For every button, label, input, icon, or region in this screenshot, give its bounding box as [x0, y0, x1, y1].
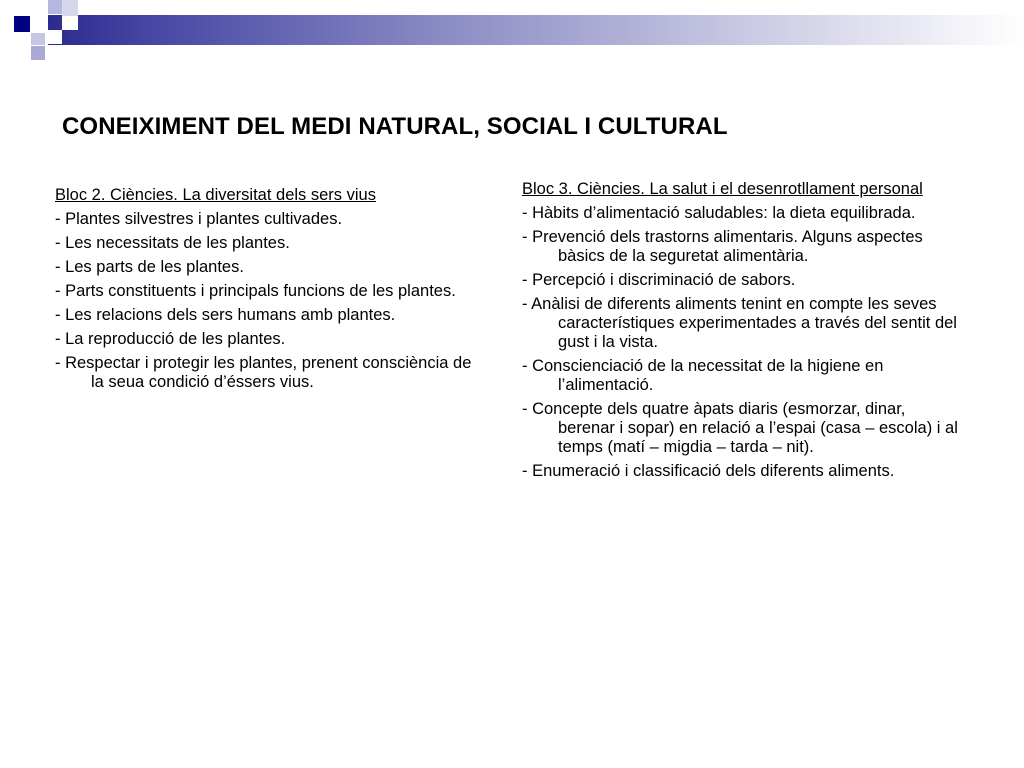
decorative-square — [48, 30, 62, 44]
decorative-square — [31, 33, 45, 45]
list-item: - Respectar i protegir les plantes, prenent consciència de la seua condició d’éssers vius. — [55, 354, 472, 391]
left-column — [55, 186, 475, 397]
list-item: - Hàbits d’alimentació saludables: la dieta equilibrada. — [522, 204, 916, 222]
decorative-square — [62, 16, 78, 30]
list-item: - Prevenció dels trastorns alimentaris. Alguns aspectes bàsics de la seguretat alimentària. — [522, 228, 923, 265]
list-item: - Plantes silvestres i plantes cultivades. — [55, 210, 343, 228]
list-item: - Percepció i discriminació de sabors. — [522, 271, 796, 289]
list-item: - Les parts de les plantes. — [55, 258, 244, 276]
decorative-square — [48, 0, 62, 14]
left-column-heading: Bloc 2. Ciències. La diversitat dels sers vius — [55, 186, 376, 204]
list-item: - Les necessitats de les plantes. — [55, 234, 290, 252]
list-item: - Concepte dels quatre àpats diaris (esmorzar, dinar, berenar i sopar) en relació a l’espai (casa – escola) i al temps (matí – migdia – tarda – nit). — [522, 400, 958, 456]
list-item: - Parts constituents i principals funcions de les plantes. — [55, 282, 456, 300]
right-column-heading: Bloc 3. Ciències. La salut i el desenrotllament personal — [522, 180, 923, 198]
list-item: - Anàlisi de diferents aliments tenint en compte les seves característiques experimentades a través del sentit del gust i la vista. — [522, 295, 957, 351]
right-column — [522, 180, 962, 486]
decorative-square — [31, 16, 47, 32]
list-item: - Conscienciació de la necessitat de la higiene en l’alimentació. — [522, 357, 884, 394]
header-gradient-bar — [48, 15, 1024, 45]
list-item: - Les relacions dels sers humans amb plantes. — [55, 306, 396, 324]
list-item: - Enumeració i classificació dels diferents aliments. — [522, 462, 895, 480]
decorative-square — [31, 46, 45, 60]
list-item: - La reproducció de les plantes. — [55, 330, 286, 348]
decorative-square — [62, 0, 78, 16]
slide-title: CONEIXIMENT DEL MEDI NATURAL, SOCIAL I CULTURAL — [62, 113, 728, 140]
decorative-square — [14, 16, 30, 32]
